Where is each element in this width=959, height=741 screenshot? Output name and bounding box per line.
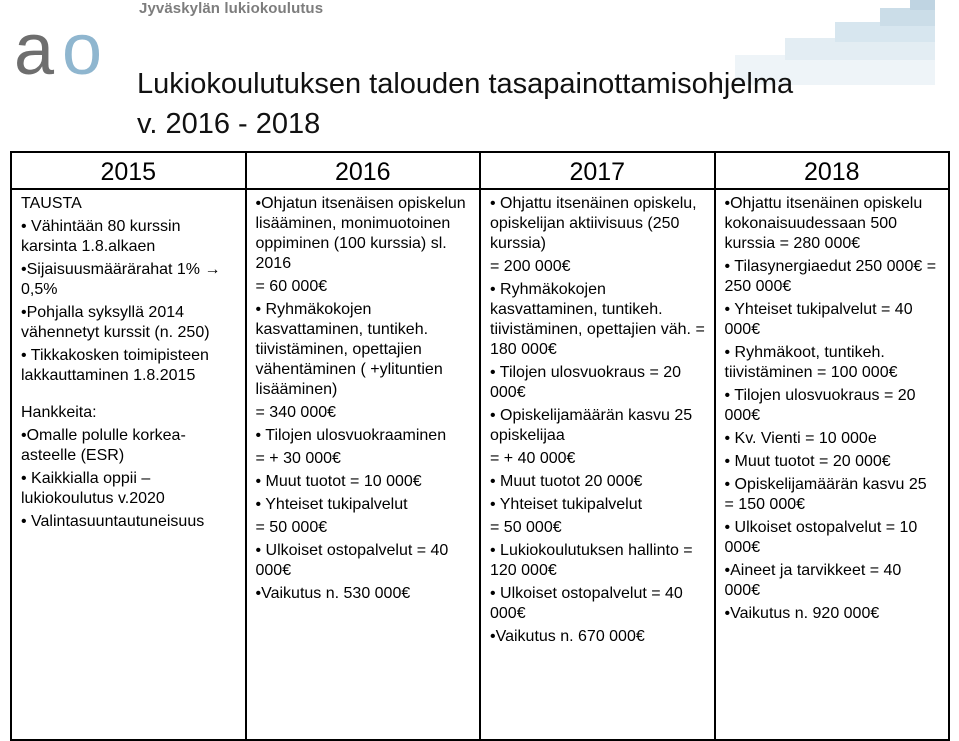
list-item: • Muut tuotot = 20 000€ [724,453,891,470]
list-item: • Tikkakosken toimipisteen lakkauttaminen 1.8.2015 [21,347,209,384]
list-item: •Omalle polulle korkea-asteelle (ESR) [21,427,186,464]
year-column [481,153,716,739]
list-item: •Ohjatun itsenäisen opiskelun lisääminen, monimuotoinen oppiminen (100 kurssia) sl. 2016 [255,195,466,272]
year-column [716,153,949,739]
list-item: • Ulkoiset ostopalvelut = 40 000€ [255,542,449,579]
logo-letter-a: a [14,14,55,84]
year-header: 2018 [716,153,949,190]
list-item: • Vähintään 80 kurssin karsinta 1.8.alkaen [21,218,181,255]
list-item: • Kv. Vienti = 10 000e [724,430,877,447]
year-header: 2016 [247,153,480,190]
list-item: • Tilojen ulosvuokraus = 20 000€ [724,387,916,424]
list-item: = 200 000€ [490,258,571,275]
list-item: = 50 000€ [255,519,328,536]
list-item: • Opiskelijamäärän kasvu 25 = 150 000€ [724,476,927,513]
list-item: • Yhteiset tukipalvelut [490,496,643,513]
list-item: • Muut tuotot = 10 000€ [255,473,422,490]
list-item: •Aineet ja tarvikkeet = 40 000€ [724,562,902,599]
list-item: = + 30 000€ [255,450,341,467]
list-item: • Kaikkialla oppii – lukiokoulutus v.2020 [21,470,165,507]
ao-logo [14,14,124,84]
list-item: •Vaikutus n. 530 000€ [255,585,411,602]
list-item: • Lukiokoulutuksen hallinto = 120 000€ [490,542,693,579]
list-item: = 60 000€ [255,278,328,295]
year-header: 2015 [12,153,245,190]
list-item: • Yhteiset tukipalvelut = 40 000€ [724,301,913,338]
year-column [247,153,482,739]
column-items [481,190,714,647]
list-item: •Pohjalla syksyllä 2014 vähennetyt kurssit (n. 250) [21,304,210,341]
title-line-1: Lukiokoulutuksen talouden tasapainottamisohjelma [137,68,794,100]
budget-table [10,151,950,741]
list-item: •Ohjattu itsenäinen opiskelu kokonaisuudessaan 500 kurssia = 280 000€ [724,195,923,252]
page-title [137,64,937,144]
list-item: • Yhteiset tukipalvelut [255,496,408,513]
column-items [12,190,245,532]
list-item: = + 40 000€ [490,450,576,467]
list-item: = 50 000€ [490,519,562,536]
column-items [716,190,949,624]
list-item: • Ryhmäkoot, tuntikeh. tiivistäminen = 100 000€ [724,344,898,381]
list-item: • Tilojen ulosvuokraus = 20 000€ [490,364,682,401]
list-item: TAUSTA [21,195,82,212]
list-item: • Opiskelijamäärän kasvu 25 opiskelijaa [490,407,693,444]
list-item: • Tilojen ulosvuokraaminen [255,427,447,444]
year-column [12,153,247,739]
year-header: 2017 [481,153,714,190]
list-item: • Tilasynergiaedut 250 000€ = 250 000€ [724,258,937,295]
list-item: •Vaikutus n. 920 000€ [724,605,880,622]
list-item: = 340 000€ [255,404,337,421]
spacer [21,389,237,403]
title-line-2: v. 2016 - 2018 [137,108,321,140]
list-item: •Vaikutus n. 670 000€ [490,628,645,645]
list-item: • Muut tuotot 20 000€ [490,473,643,490]
list-item: • Ryhmäkokojen kasvattaminen, tuntikeh. tiivistäminen, opettajien vähentäminen ( +ylituntien lisääminen) [255,301,443,398]
list-item: • Valintasuuntautuneisuus [21,513,205,530]
logo-letter-o: o [62,14,103,84]
list-item: •Sijaisuusmäärärahat 1% → 0,5% [21,261,221,298]
list-item: Hankkeita: [21,404,97,421]
column-items [247,190,480,604]
organization-name: Jyväskylän lukiokoulutus [139,0,324,17]
list-item: • Ryhmäkokojen kasvattaminen, tuntikeh. tiivistäminen, opettajien väh. = 180 000€ [490,281,705,358]
list-item: • Ulkoiset ostopalvelut = 40 000€ [490,585,683,622]
list-item: • Ohjattu itsenäinen opiskelu, opiskelijan aktiivisuus (250 kurssia) [490,195,697,252]
list-item: • Ulkoiset ostopalvelut = 10 000€ [724,519,918,556]
